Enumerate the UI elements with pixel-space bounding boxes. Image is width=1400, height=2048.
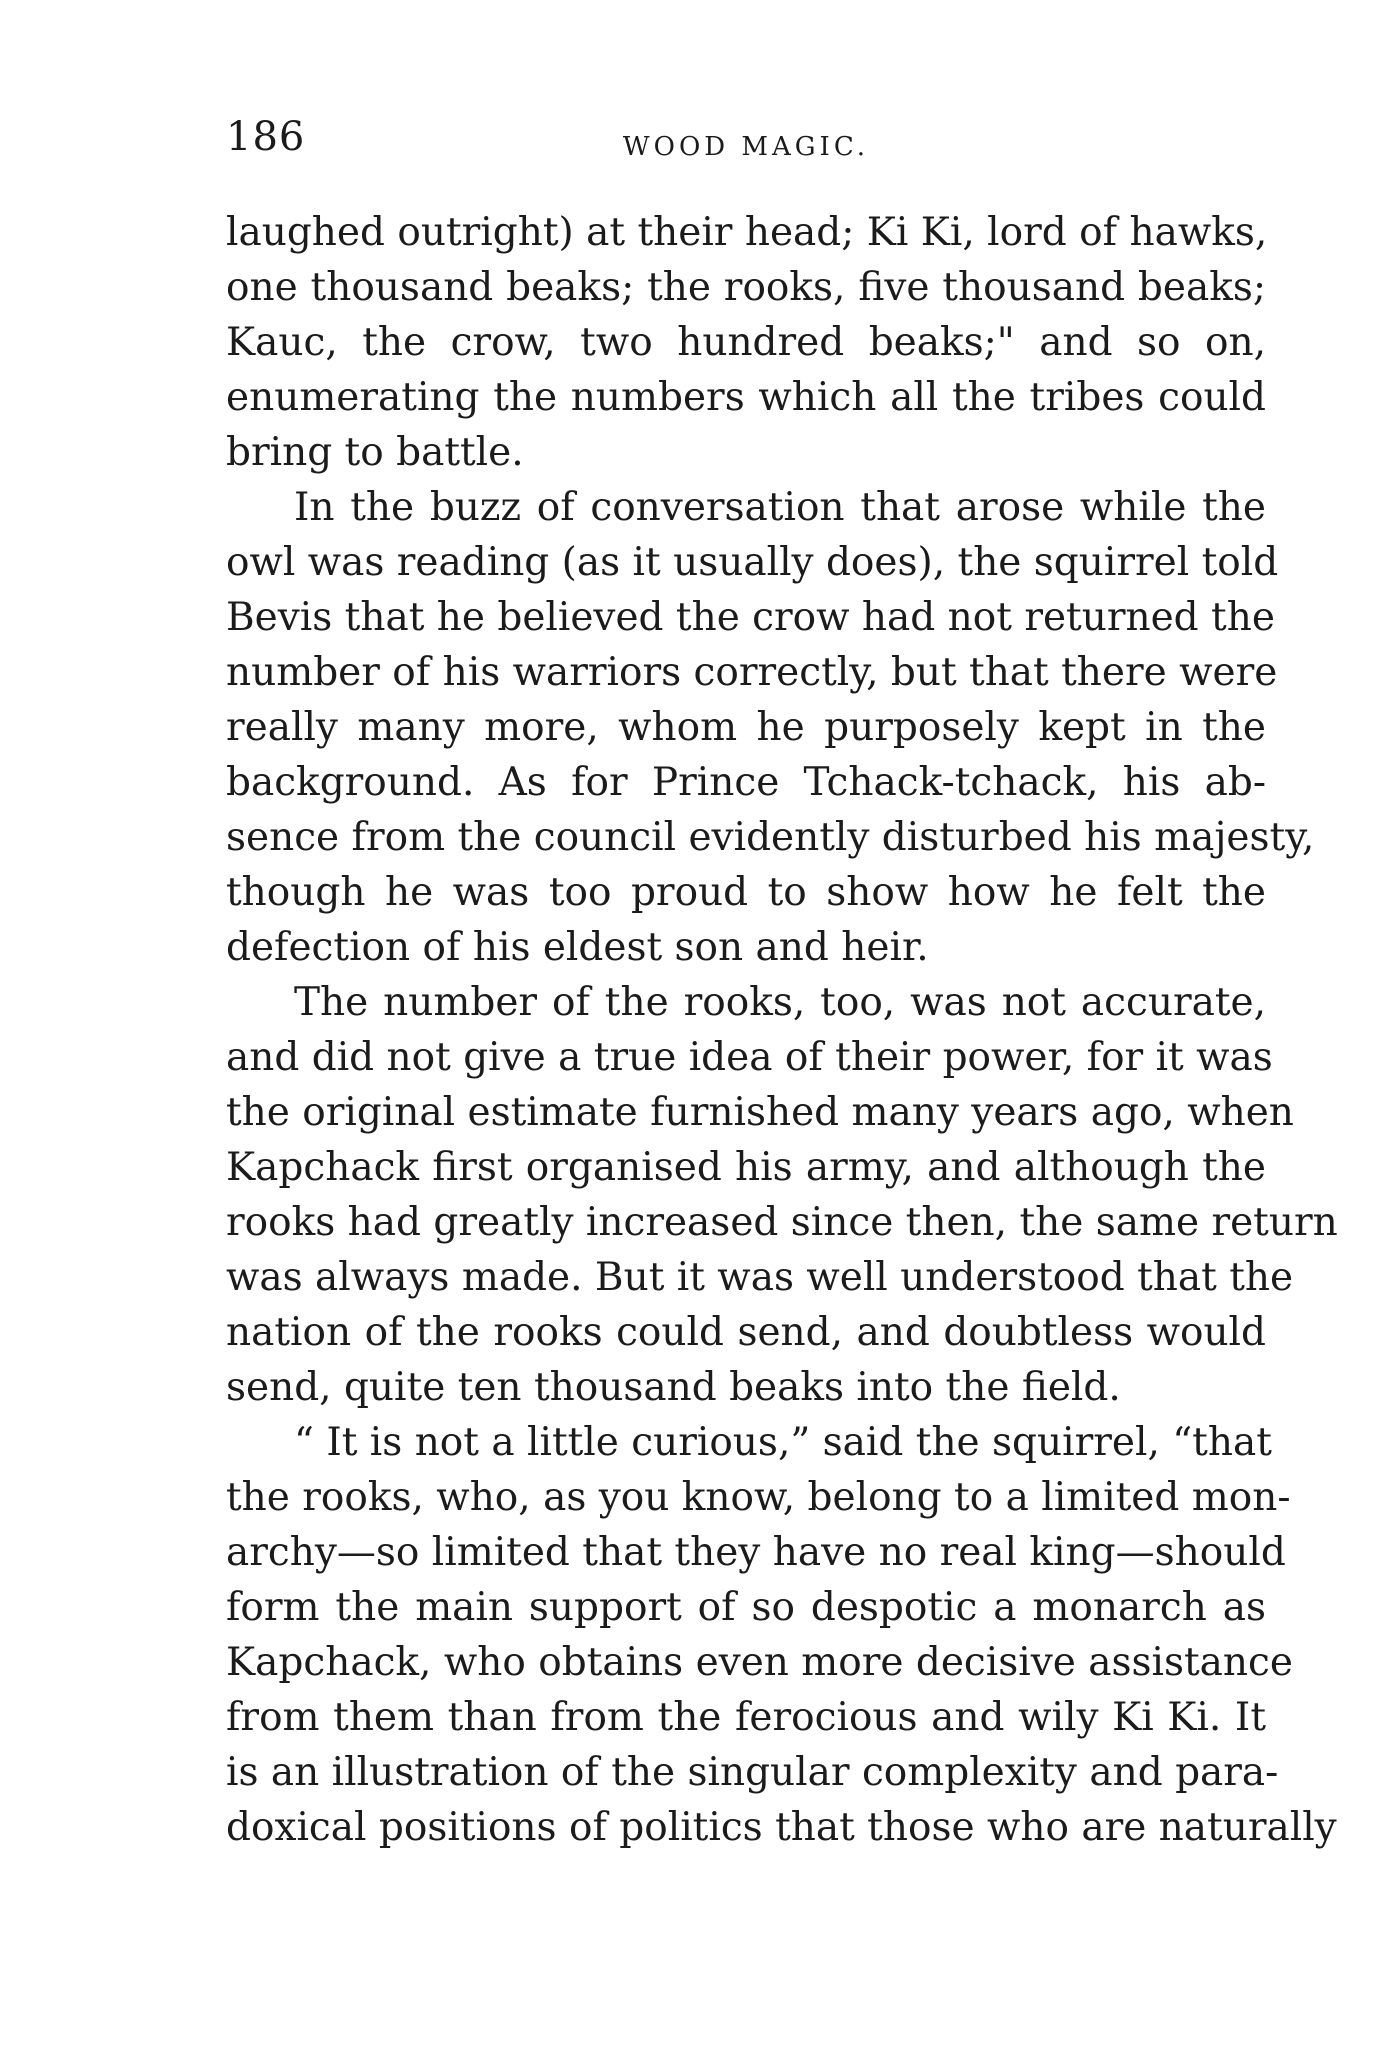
text-line: from them than from the ferocious and wily Ki Ki. It [226,1695,1266,1740]
text-line: rooks had greatly increased since then, the same return [226,1200,1338,1245]
text-line: defection of his eldest son and heir. [226,925,929,970]
text-line: form the main support of so despotic a monarch as [226,1585,1266,1630]
running-title: WOOD MAGIC. [622,132,870,162]
page-number: 186 [226,114,306,160]
text-line: the rooks, who, as you know, belong to a limited mon- [226,1475,1291,1520]
paragraph-first-line: In the buzz of conversation that arose while the [294,485,1266,530]
paragraph-first-line: The number of the rooks, too, was not accurate, [294,980,1266,1025]
running-head [226,112,1266,172]
text-line: was always made. But it was well understood that the [226,1255,1294,1300]
text-line: Bevis that he believed the crow had not returned the [226,595,1275,640]
text-line: bring to battle. [226,430,524,475]
paragraph-first-line: “ It is not a little curious,” said the squirrel, “that [294,1420,1272,1465]
text-line: one thousand beaks; the rooks, five thousand beaks; [226,265,1266,310]
text-line: owl was reading (as it usually does), the squirrel told [226,540,1279,585]
text-line: doxical positions of politics that those who are naturally [226,1805,1337,1850]
text-line: archy—so limited that they have no real king—should [226,1530,1286,1575]
text-line: the original estimate furnished many years ago, when [226,1090,1294,1135]
text-line: send, quite ten thousand beaks into the field. [226,1365,1121,1410]
text-line: number of his warriors correctly, but that there were [226,650,1278,695]
text-line: sence from the council evidently disturbed his majesty, [226,815,1315,860]
text-line: laughed outright) at their head; Ki Ki, lord of hawks, [226,210,1268,255]
text-line: enumerating the numbers which all the tribes could [226,375,1266,420]
text-line: really many more, whom he purposely kept in the [226,705,1266,750]
text-line: background. As for Prince Tchack-tchack, his ab- [226,760,1266,805]
text-line: Kapchack, who obtains even more decisive assistance [226,1640,1293,1685]
text-line: and did not give a true idea of their power, for it was [226,1035,1273,1080]
text-line: though he was too proud to show how he felt the [226,870,1266,915]
text-line: Kauc, the crow, two hundred beaks;" and so on, [226,320,1266,365]
text-line: nation of the rooks could send, and doubtless would [226,1310,1266,1355]
body-text [226,205,1338,1855]
text-line: Kapchack first organised his army, and although the [226,1145,1266,1190]
text-line: is an illustration of the singular complexity and para- [226,1750,1279,1795]
